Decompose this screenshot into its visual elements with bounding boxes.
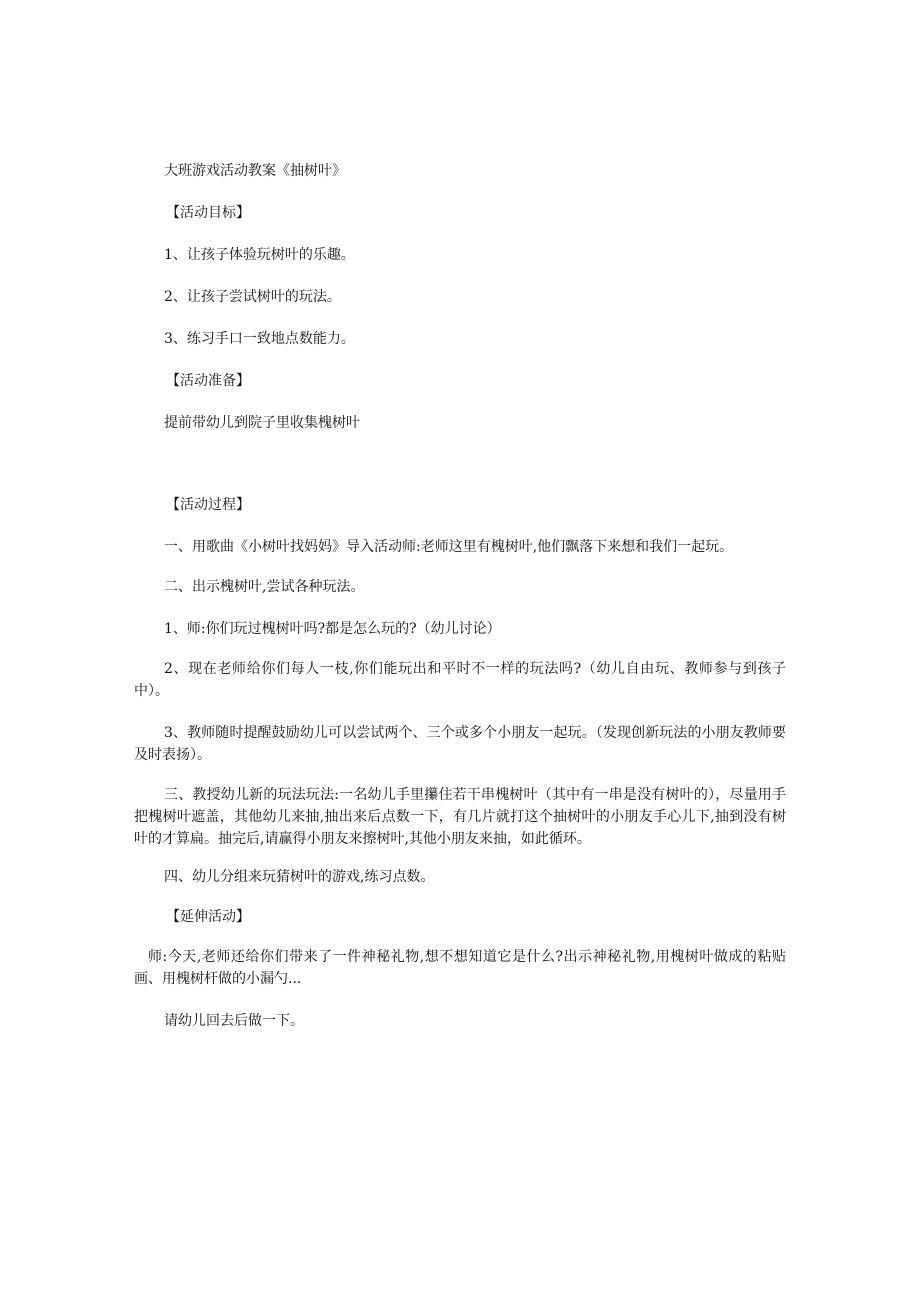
preparation-text: 提前带幼儿到院子里收集槐树叶 (164, 415, 360, 431)
closing-text: 请幼儿回去后做一下。 (164, 1013, 304, 1029)
goals-heading: 【活动目标】 (166, 205, 250, 221)
process-heading: 【活动过程】 (166, 497, 250, 513)
process-step-2: 二、出示槐树叶,尝试各种玩法。 (164, 579, 365, 595)
process-step-3: 三、教授幼儿新的玩法玩法:一名幼儿手里攥住若干串槐树叶（其中有一串是没有树叶的），尽量用手把槐树叶遮盖，其他幼儿来抽,抽出来后点数一下，有几片就打这个抽树叶的小朋友手心儿下,抽到没有树叶的才算扁。抽完后,请赢得小朋友来擦树叶,其他小朋友来抽，如此循环。 (134, 787, 786, 847)
process-sub-3: 3、教师随时提醒鼓励幼儿可以尝试两个、三个或多个小朋友一起玩。（发现创新玩法的小朋友教师要及时表扬）。 (134, 725, 786, 763)
goal-item-1: 1、让孩子体验玩树叶的乐趣。 (164, 247, 355, 263)
document-title: 大班游戏活动教案《抽树叶》 (164, 163, 346, 179)
goal-item-3: 3、练习手口一致地点数能力。 (164, 331, 355, 347)
extension-heading: 【延伸活动】 (166, 909, 250, 925)
process-sub-2: 2、现在老师给你们每人一枝,你们能玩出和平时不一样的玩法吗?（幼儿自由玩、教师参与到孩子中）。 (134, 661, 786, 699)
goal-item-2: 2、让孩子尝试树叶的玩法。 (164, 289, 341, 305)
extension-text: 师:今天,老师还给你们带来了一件神秘礼物,想不想知道它是什么?出示神秘礼物,用槐树叶做成的粘贴画、用槐树杆做的小漏勺... (134, 949, 786, 987)
preparation-heading: 【活动准备】 (166, 373, 250, 389)
process-step-1: 一、用歌曲《小树叶找妈妈》导入活动师:老师这里有槐树叶,他们飘落下来想和我们一起玩。 (164, 539, 734, 555)
process-sub-1: 1、师:你们玩过槐树叶吗?都是怎么玩的?（幼儿讨论） (164, 621, 501, 637)
process-step-4: 四、幼儿分组来玩猜树叶的游戏,练习点数。 (164, 869, 435, 885)
